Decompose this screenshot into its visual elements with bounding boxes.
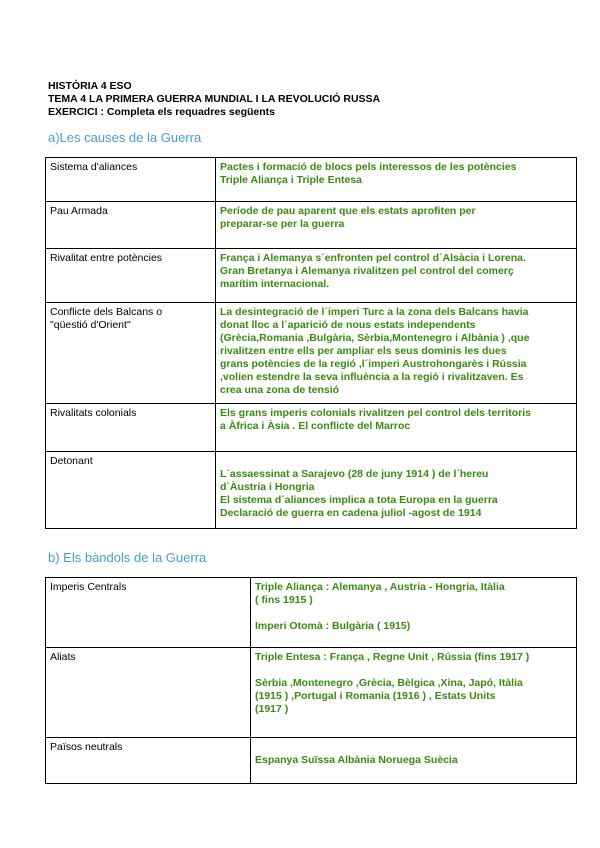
row-label: Rivalitats colonials bbox=[46, 404, 216, 452]
table-row bbox=[46, 303, 577, 404]
row-label: Imperis Centrals bbox=[46, 578, 251, 648]
causes-table bbox=[45, 157, 577, 529]
row-answer: Espanya Suïssa Albània Noruega Suècia bbox=[251, 738, 577, 784]
table-row bbox=[46, 158, 577, 202]
document-header bbox=[48, 80, 380, 119]
row-label: Sistema d'aliances bbox=[46, 158, 216, 202]
table-row bbox=[46, 249, 577, 303]
row-answer: La desintegració de l´imperi Turc a la zona dels Balcans havia donat lloc a l´aparició de nous estats independents (Grècia,Romania ,Bulgària, Sèrbia,Montenegro i Albània ) ,que rivalitzen entre ells per ampliar els seus dominis les dues grans potències de la regió ,l´imperi Austrohongarès i Rússia ,volien estendre la seva influència a la regió i rivalitzaven. Es crea una zona de tensió bbox=[216, 303, 577, 404]
table-row bbox=[46, 404, 577, 452]
row-answer: França i Alemanya s´enfronten pel control d´Alsàcia i Lorena. Gran Bretanya i Alemanya rivalitzen pel control del comerç marítim internacional. bbox=[216, 249, 577, 303]
row-answer: Triple Entesa : França , Regne Unit , Rússia (fins 1917 ) Sèrbia ,Montenegro ,Grècia, Bèlgica ,Xina, Japó, Itàlia (1915 ) ,Portugal i Romania (1916 ) , Estats Units (1917 ) bbox=[251, 648, 577, 738]
row-answer: L´assaessinat a Sarajevo (28 de juny 1914 ) de l´hereu d´Àustria i Hongria El sistema d´aliances implica a tota Europa en la guerra Declaració de guerra en cadena juliol -agost de 1914 bbox=[216, 452, 577, 529]
table-row bbox=[46, 452, 577, 529]
header-subject: HISTÒRIA 4 ESO bbox=[48, 80, 132, 92]
sides-table bbox=[45, 577, 577, 784]
row-label: Rivalitat entre potències bbox=[46, 249, 216, 303]
table-row bbox=[46, 578, 577, 648]
section-a-title: a)Les causes de la Guerra bbox=[48, 130, 202, 145]
row-label: Països neutrals bbox=[46, 738, 251, 784]
row-answer: Període de pau aparent que els estats aprofiten per preparar-se per la guerra bbox=[216, 202, 577, 249]
row-label: Aliats bbox=[46, 648, 251, 738]
row-label: Pau Armada bbox=[46, 202, 216, 249]
row-label: Detonant bbox=[46, 452, 216, 529]
section-b-title: b) Els bàndols de la Guerra bbox=[48, 550, 207, 565]
header-topic: TEMA 4 LA PRIMERA GUERRA MUNDIAL I LA REVOLUCIÓ RUSSA bbox=[48, 93, 381, 105]
row-answer: Els grans imperis colonials rivalitzen pel control dels territoris a Àfrica i Àsia . El conflicte del Marroc bbox=[216, 404, 577, 452]
table-row bbox=[46, 202, 577, 249]
table-row bbox=[46, 738, 577, 784]
row-answer: Pactes i formació de blocs pels interessos de les potències Triple Aliança i Triple Entesa bbox=[216, 158, 577, 202]
header-exercise: EXERCICI : Completa els requadres següents bbox=[48, 106, 275, 118]
row-label: Conflicte dels Balcans o "qüestió d'Orient" bbox=[46, 303, 216, 404]
table-row bbox=[46, 648, 577, 738]
row-answer: Triple Aliança : Alemanya , Austria - Hongria, Itàlia ( fins 1915 ) Imperi Otomà : Bulgària ( 1915) bbox=[251, 578, 577, 648]
